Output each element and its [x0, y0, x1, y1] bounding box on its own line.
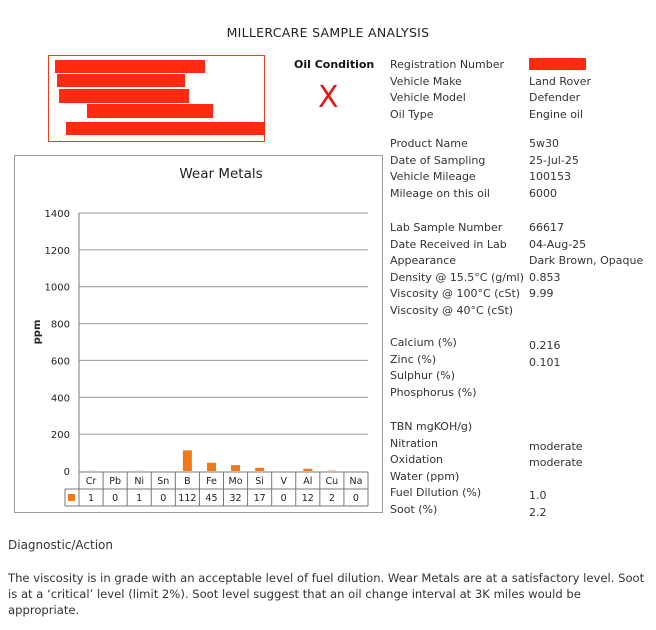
lab-value: 04-Aug-25: [529, 238, 587, 251]
condition-value: 2.2: [529, 506, 547, 519]
report-title: MILLERCARE SAMPLE ANALYSIS: [226, 25, 430, 40]
value-label: 0: [160, 493, 167, 504]
lab-label: Lab Sample Number: [390, 221, 503, 234]
category-label: Na: [349, 476, 363, 487]
bar-si: [255, 468, 264, 471]
y-tick-label: 1200: [44, 245, 70, 257]
bar-mo: [231, 465, 240, 471]
condition-label: Nitration: [390, 437, 438, 450]
y-tick-label: 1400: [44, 209, 70, 220]
oil-condition-x-icon: X: [318, 80, 339, 115]
vehicle-label: Registration Number: [390, 58, 505, 71]
category-label: Fe: [206, 476, 217, 487]
condition-label: Oxidation: [390, 453, 444, 466]
additives-value: 0.216: [529, 339, 561, 352]
additives-label: Zinc (%): [390, 353, 437, 366]
category-label: Sn: [157, 476, 170, 487]
value-label: 0: [352, 493, 359, 504]
y-tick-label: 0: [63, 467, 70, 478]
bar-al: [303, 469, 312, 471]
condition-label: Water (ppm): [390, 470, 460, 483]
category-label: Cr: [85, 476, 97, 487]
wear-metals-chart-svg: [15, 156, 384, 514]
vehicle-value: Engine oil: [529, 108, 584, 121]
category-label: Si: [255, 476, 264, 487]
additives-label: Calcium (%): [390, 336, 457, 349]
sample-label: Date of Sampling: [390, 154, 486, 167]
lab-value: 66617: [529, 221, 564, 234]
vehicle-label: Oil Type: [390, 108, 434, 121]
sample-value: 100153: [529, 170, 571, 183]
condition-value: moderate: [529, 456, 583, 469]
bar-b: [183, 450, 192, 471]
vehicle-value: Defender: [529, 91, 581, 104]
legend-key: [68, 494, 75, 501]
lab-value: 9.99: [529, 287, 554, 300]
category-label: B: [184, 476, 191, 487]
value-label: 112: [178, 493, 197, 504]
redaction-bar: [66, 122, 265, 135]
condition-value: 1.0: [529, 489, 547, 502]
lab-label: Appearance: [390, 254, 457, 267]
category-label: V: [280, 476, 287, 487]
chart-title: Wear Metals: [179, 166, 263, 182]
vehicle-label: Vehicle Make: [390, 75, 462, 88]
redaction-bar: [59, 89, 189, 103]
additives-label: Phosphorus (%): [390, 386, 477, 399]
value-label: 32: [229, 493, 242, 504]
category-label: Cu: [325, 476, 339, 487]
y-tick-label: 400: [50, 393, 70, 405]
additives-value: 0.101: [529, 356, 561, 369]
lab-label: Viscosity @ 100°C (cSt): [390, 287, 521, 300]
redaction-bar: [87, 104, 213, 118]
vehicle-label: Vehicle Model: [390, 91, 466, 104]
category-label: Mo: [228, 476, 243, 487]
diagnostic-heading: Diagnostic/Action: [8, 538, 114, 552]
sample-value: 25-Jul-25: [529, 154, 579, 167]
condition-label: Soot (%): [390, 503, 438, 516]
value-label: 12: [301, 493, 314, 504]
category-label: Al: [303, 476, 313, 487]
value-label: 0: [112, 493, 119, 504]
lab-label: Viscosity @ 40°C (cSt): [390, 304, 514, 317]
value-label: 2: [328, 493, 335, 504]
bar-fe: [207, 463, 216, 471]
additives-label: Sulphur (%): [390, 369, 455, 382]
registration-redaction: [529, 58, 586, 70]
value-label: 0: [280, 493, 287, 504]
sample-value: 6000: [529, 187, 557, 200]
sample-label: Mileage on this oil: [390, 187, 490, 200]
oil-condition-label: Oil Condition: [294, 58, 375, 71]
lab-value: 0.853: [529, 271, 561, 284]
sample-label: Vehicle Mileage: [390, 170, 476, 183]
value-label: 45: [205, 493, 218, 504]
lab-value: Dark Brown, Opaque: [529, 254, 644, 267]
lab-label: Density @ 15.5°C (g/ml): [390, 271, 525, 284]
category-label: Ni: [134, 476, 145, 487]
sample-label: Product Name: [390, 137, 468, 150]
customer-address-box: [48, 55, 265, 142]
y-tick-label: 800: [50, 319, 70, 331]
wear-metals-chart: [14, 155, 383, 513]
lab-label: Date Received in Lab: [390, 238, 507, 251]
y-tick-label: 600: [50, 356, 70, 368]
value-label: 1: [88, 493, 95, 504]
condition-label: TBN mgKOH/g): [390, 420, 473, 433]
category-label: Pb: [109, 476, 122, 487]
y-tick-label: 200: [50, 430, 70, 442]
diagnostic-text: The viscosity is in grade with an acceptable level of fuel dilution. Wear Metals are at a satisfactory level. Soot is at a ‘critical’ level (limit 2%). Soot level suggest that an oil change interval at 3K miles would be appropriate.: [8, 571, 645, 617]
vehicle-value: Land Rover: [529, 75, 591, 88]
redaction-bar: [55, 60, 205, 73]
condition-value: moderate: [529, 440, 583, 453]
redaction-bar: [57, 74, 185, 87]
condition-label: Fuel Dilution (%): [390, 486, 482, 499]
sample-value: 5w30: [529, 137, 559, 150]
y-axis-label: ppm: [32, 319, 43, 345]
value-label: 1: [136, 493, 143, 504]
y-tick-label: 1000: [44, 282, 70, 294]
value-label: 17: [253, 493, 266, 504]
